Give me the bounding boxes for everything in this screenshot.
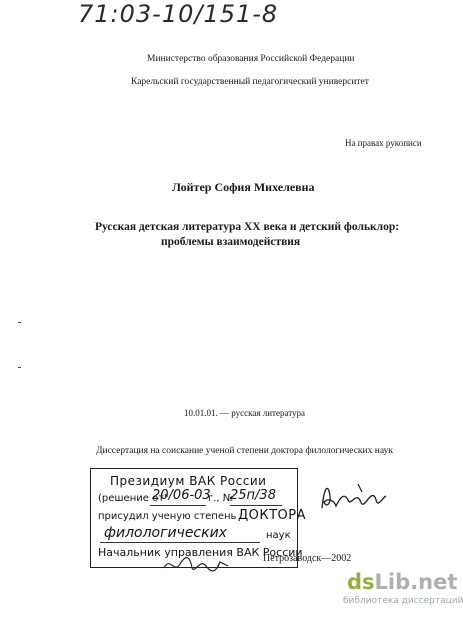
specialty-code: 10.01.01. — русская литература <box>184 408 306 418</box>
signature-icon <box>318 478 388 518</box>
stamp-underline <box>150 505 206 506</box>
stamp-decision-g: г., № <box>208 493 234 504</box>
ministry-line: Министерство образования Российской Федерации <box>147 54 355 64</box>
stamp-title: Президиум ВАК России <box>110 474 267 488</box>
stamp-decision-number: 25п/38 <box>230 488 276 503</box>
logo-subtitle: библиотека диссертаций <box>343 596 463 606</box>
logo-ds: ds <box>347 570 375 594</box>
stamp-field: филологических <box>104 525 227 541</box>
stamp-awarded: присудил ученую степень <box>98 511 237 522</box>
stamp-underline <box>230 505 282 506</box>
stamp-decision-prefix: (решение от" <box>98 493 169 504</box>
dslib-logo <box>347 570 457 594</box>
city-year: Петрозаводск—2002 <box>263 553 352 564</box>
scan-mark <box>18 367 21 368</box>
rights-note: На правах рукописи <box>345 138 422 148</box>
stamp-degree: ДОКТОРА <box>238 508 307 523</box>
stamp-head: Начальник управления ВАК России <box>98 546 303 559</box>
stamp-sciences: наук <box>266 530 291 541</box>
stamp-decision-date: 20/06-03 <box>152 488 211 503</box>
thesis-title-line-1: Русская детская литература XX века и детский фольклор: <box>95 221 400 233</box>
scan-mark <box>18 322 21 323</box>
catalog-number: 71:03-10/151-8 <box>78 0 279 28</box>
logo-lib: Lib.net <box>374 570 458 594</box>
dissertation-degree: Диссертация на соискание ученой степени доктора филологических наук <box>96 446 393 456</box>
thesis-title-line-2: проблемы взаимодействия <box>161 236 301 248</box>
stamp-underline <box>100 542 260 543</box>
university-line: Карельский государственный педагогический университет <box>131 77 369 87</box>
author-name: Лойтер София Михелевна <box>172 180 315 194</box>
stamp-signature-icon <box>162 554 232 576</box>
